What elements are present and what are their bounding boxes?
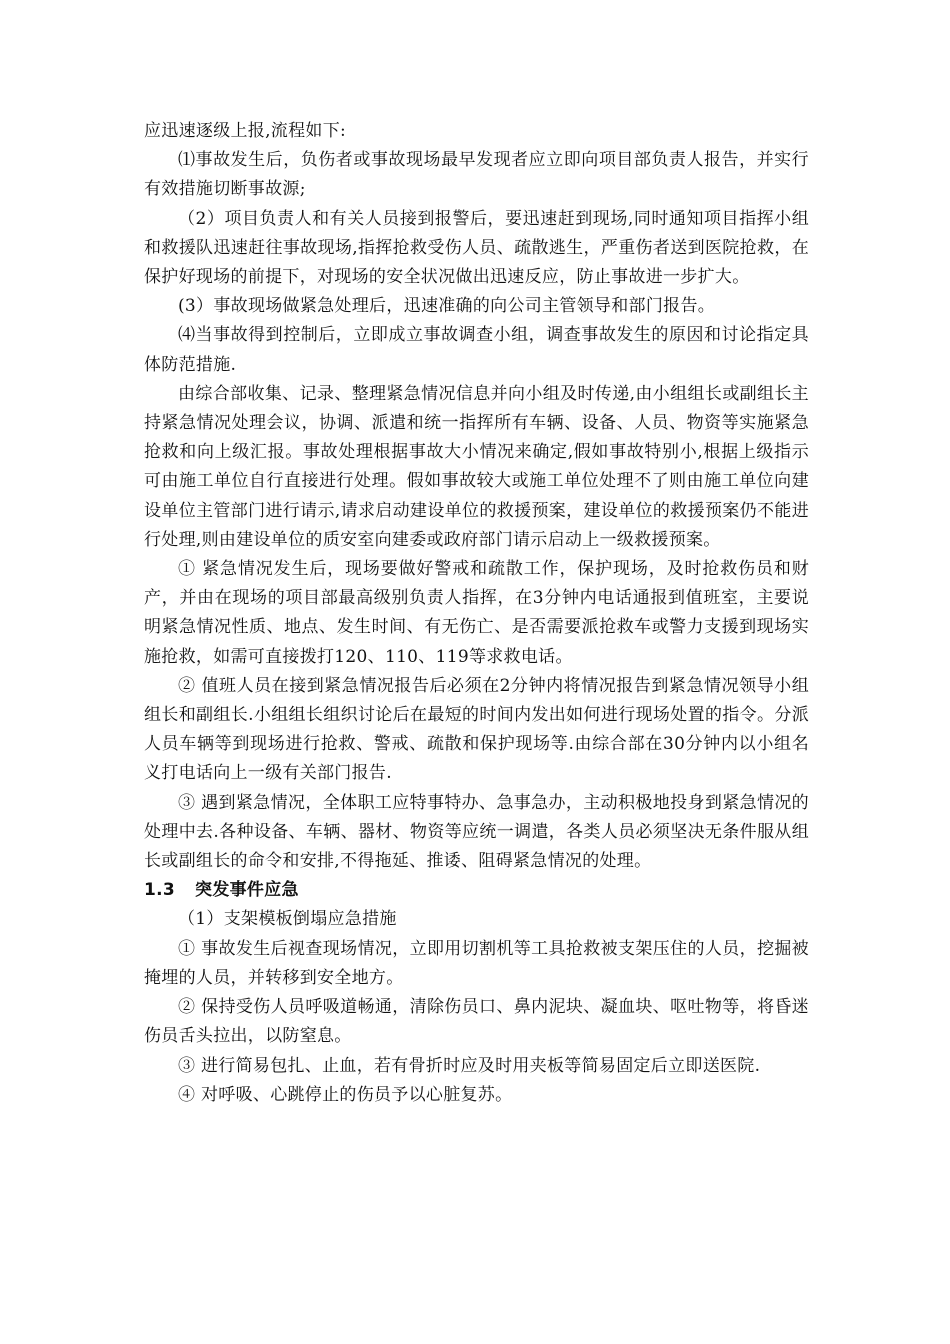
- measure-item-4: ④ 对呼吸、心跳停止的伤员予以心脏复苏。: [178, 1084, 513, 1105]
- section-title: 突发事件应急: [195, 880, 299, 901]
- measure-item-2: ② 保持受伤人员呼吸道畅通，清除伤员口、鼻内泥块、凝血块、呕吐物等，将昏迷伤员舌头拉出，以防窒息。: [144, 997, 809, 1047]
- paragraph-step-2: （2）项目负责人和有关人员接到报警后，要迅速赶到现场,同时通知项目指挥小组和救援队迅速赶往事故现场,指挥抢救受伤人员、疏散逃生，严重伤者送到医院抢救，在保护好现场的前提下，对现场的安全状况做出迅速反应，防止事故进一步扩大。: [144, 208, 809, 288]
- paragraph-step-3: (3）事故现场做紧急处理后，迅速准确的向公司主管领导和部门报告。: [178, 296, 716, 317]
- measure-item-3: ③ 进行简易包扎、止血，若有骨折时应及时用夹板等简易固定后立即送医院.: [178, 1055, 761, 1076]
- measure-item-1: ① 事故发生后视查现场情况，立即用切割机等工具抢救被支架压住的人员，挖掘被掩埋的人员，并转移到安全地方。: [144, 938, 809, 988]
- paragraph-coordination: 由综合部收集、记录、整理紧急情况信息并向小组及时传递,由小组组长或副组长主持紧急情况处理会议，协调、派遣和统一指挥所有车辆、设备、人员、物资等实施紧急抢救和向上级汇报。事故处理根据事故大小情况来确定,假如事故特别小,根据上级指示可由施工单位自行直接进行处理。假如事故较大或施工单位处理不了则由施工单位向建设单位主管部门进行请示,请求启动建设单位的救援预案，建设单位的救援预案仍不能进行处理,则由建设单位的质安室向建委或政府部门请示启动上一级救援预案。: [144, 383, 809, 550]
- paragraph-item-2: ② 值班人员在接到紧急情况报告后必须在2分钟内将情况报告到紧急情况领导小组组长和副组长.小组组长组织讨论后在最短的时间内发出如何进行现场处置的指令。分派人员车辆等到现场进行抢救、警戒、疏散和保护现场等.由综合部在30分钟内以小组名义打电话向上一级有关部门报告.: [144, 675, 809, 784]
- subsection-title: （1）支架模板倒塌应急措施: [178, 909, 397, 930]
- paragraph-step-4: ⑷当事故得到控制后，立即成立事故调查小组，调查事故发生的原因和讨论指定具体防范措施.: [144, 325, 809, 375]
- section-heading: [144, 876, 809, 905]
- paragraph-step-1: ⑴事故发生后，负伤者或事故现场最早发现者应立即向项目部负责人报告，并实行有效措施切断事故源;: [144, 150, 809, 200]
- section-number: 1.3: [144, 880, 176, 901]
- paragraph-report-flow: 应迅速逐级上报,流程如下:: [144, 121, 347, 141]
- paragraph-item-3: ③ 遇到紧急情况，全体职工应特事特办、急事急办，主动积极地投身到紧急情况的处理中去.各种设备、车辆、器材、物资等应统一调遣，各类人员必须坚决无条件服从组长或副组长的命令和安排,不得拖延、推诿、阻碍紧急情况的处理。: [144, 792, 809, 872]
- paragraph-item-1: ① 紧急情况发生后，现场要做好警戒和疏散工作，保护现场，及时抢救伤员和财产，并由在现场的项目部最高级别负责人指挥，在3分钟内电话通报到值班室，主要说明紧急情况性质、地点、发生时间、有无伤亡、是否需要派抢救车或警力支援到现场实施抢救，如需可直接拨打120、110、119等求救电话。: [144, 559, 809, 667]
- document-body: [144, 117, 809, 1110]
